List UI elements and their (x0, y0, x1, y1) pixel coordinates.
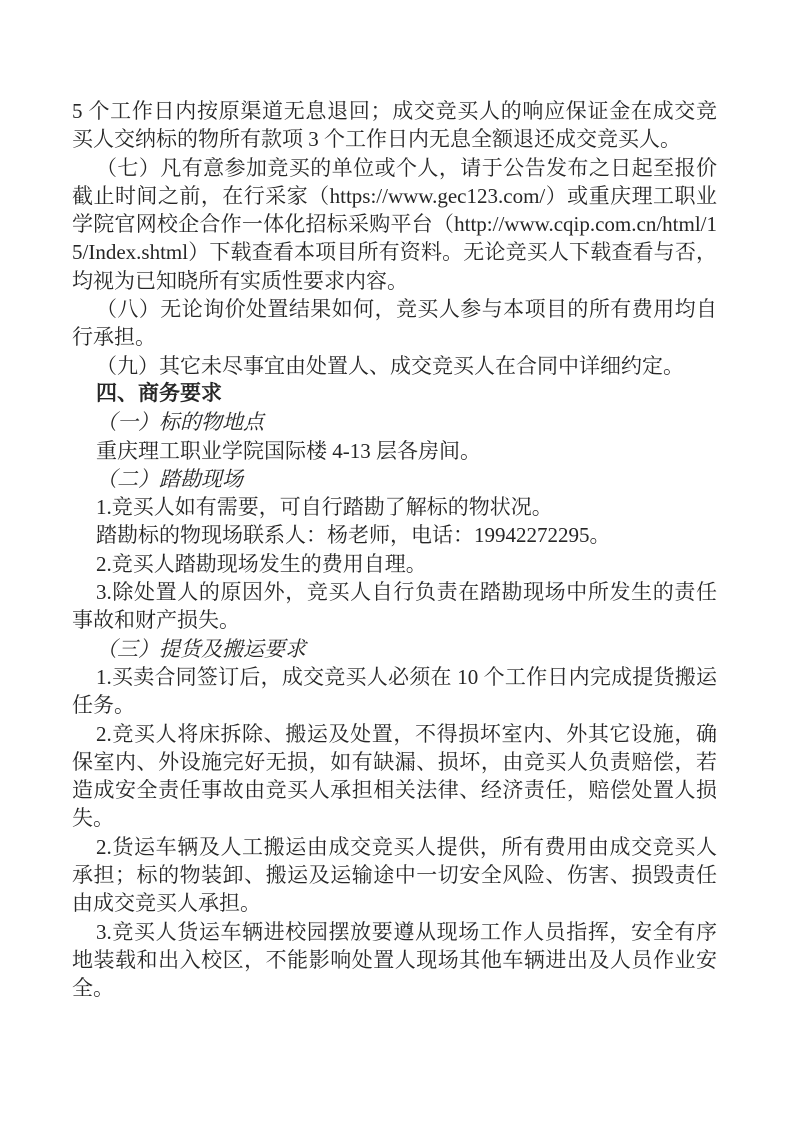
paragraph-vehicle-campus-safety: 3.竞买人货运车辆进校园摆放要遵从现场工作人员指挥，安全有序地装载和出入校区，不能影响处置人现场其他车辆进出及人员作业安全。 (72, 919, 717, 1001)
paragraph-item-7-download-info: （七）凡有意参加竞买的单位或个人，请于公告发布之日起至报价截止时间之前，在行采家（https://www.gec123.com/）或重庆理工职业学院官网校企合作一体化招标采购平台（http://www.cqip.com.cn/html/15/Index.shtml）下载查看本项目所有资料。无论竞买人下载查看与否，均视为已知晓所有实质性要求内容。 (72, 155, 717, 293)
paragraph-transport-liability: 2.货运车辆及人工搬运由成交竞买人提供，所有费用由成交竞买人承担；标的物装卸、搬运及运输途中一切安全风险、伤害、损毁责任由成交竞买人承担。 (72, 834, 717, 916)
paragraph-pickup-item-2: 2.竞买人将床拆除、搬运及处置，不得损坏室内、外其它设施，确保室内、外设施完好无损，如有缺漏、损坏，由竞买人负责赔偿，若造成安全责任事故由竞买人承担相关法律、经济责任，赔偿处置人损失。 (72, 721, 717, 831)
paragraph-survey-item-2: 2.竞买人踏勘现场发生的费用自理。 (96, 551, 427, 576)
paragraph-survey-contact: 踏勘标的物现场联系人：杨老师，电话：19942272295。 (96, 523, 611, 548)
paragraph-item-9-contract: （九）其它未尽事宜由处置人、成交竞买人在合同中详细约定。 (96, 353, 684, 378)
paragraph-pickup-item-1: 1.买卖合同签订后，成交竞买人必须在 10 个工作日内完成提货搬运任务。 (72, 664, 717, 718)
paragraph-deposit-refund: 5 个工作日内按原渠道无息退回；成交竞买人的响应保证金在成交竞买人交纳标的物所有款项 3 个工作日内无息全额退还成交竞买人。 (72, 99, 717, 152)
paragraph-survey-item-1: 1.竞买人如有需要，可自行踏勘了解标的物状况。 (96, 495, 553, 520)
subsection-heading-target-location: （一）标的物地点 (96, 410, 264, 435)
section-heading-business-requirements: 四、商务要求 (96, 381, 222, 405)
paragraph-survey-item-3: 3.除处置人的原因外，竞买人自行负责在踏勘现场中所发生的责任事故和财产损失。 (72, 580, 717, 633)
paragraph-item-8-costs: （八）无论询价处置结果如何，竞买人参与本项目的所有费用均自行承担。 (72, 297, 717, 350)
subsection-heading-pickup-transport: （三）提货及搬运要求 (96, 636, 306, 661)
subsection-heading-site-survey: （二）踏勘现场 (96, 466, 243, 491)
paragraph-target-location: 重庆理工职业学院国际楼 4-13 层各房间。 (96, 438, 481, 463)
